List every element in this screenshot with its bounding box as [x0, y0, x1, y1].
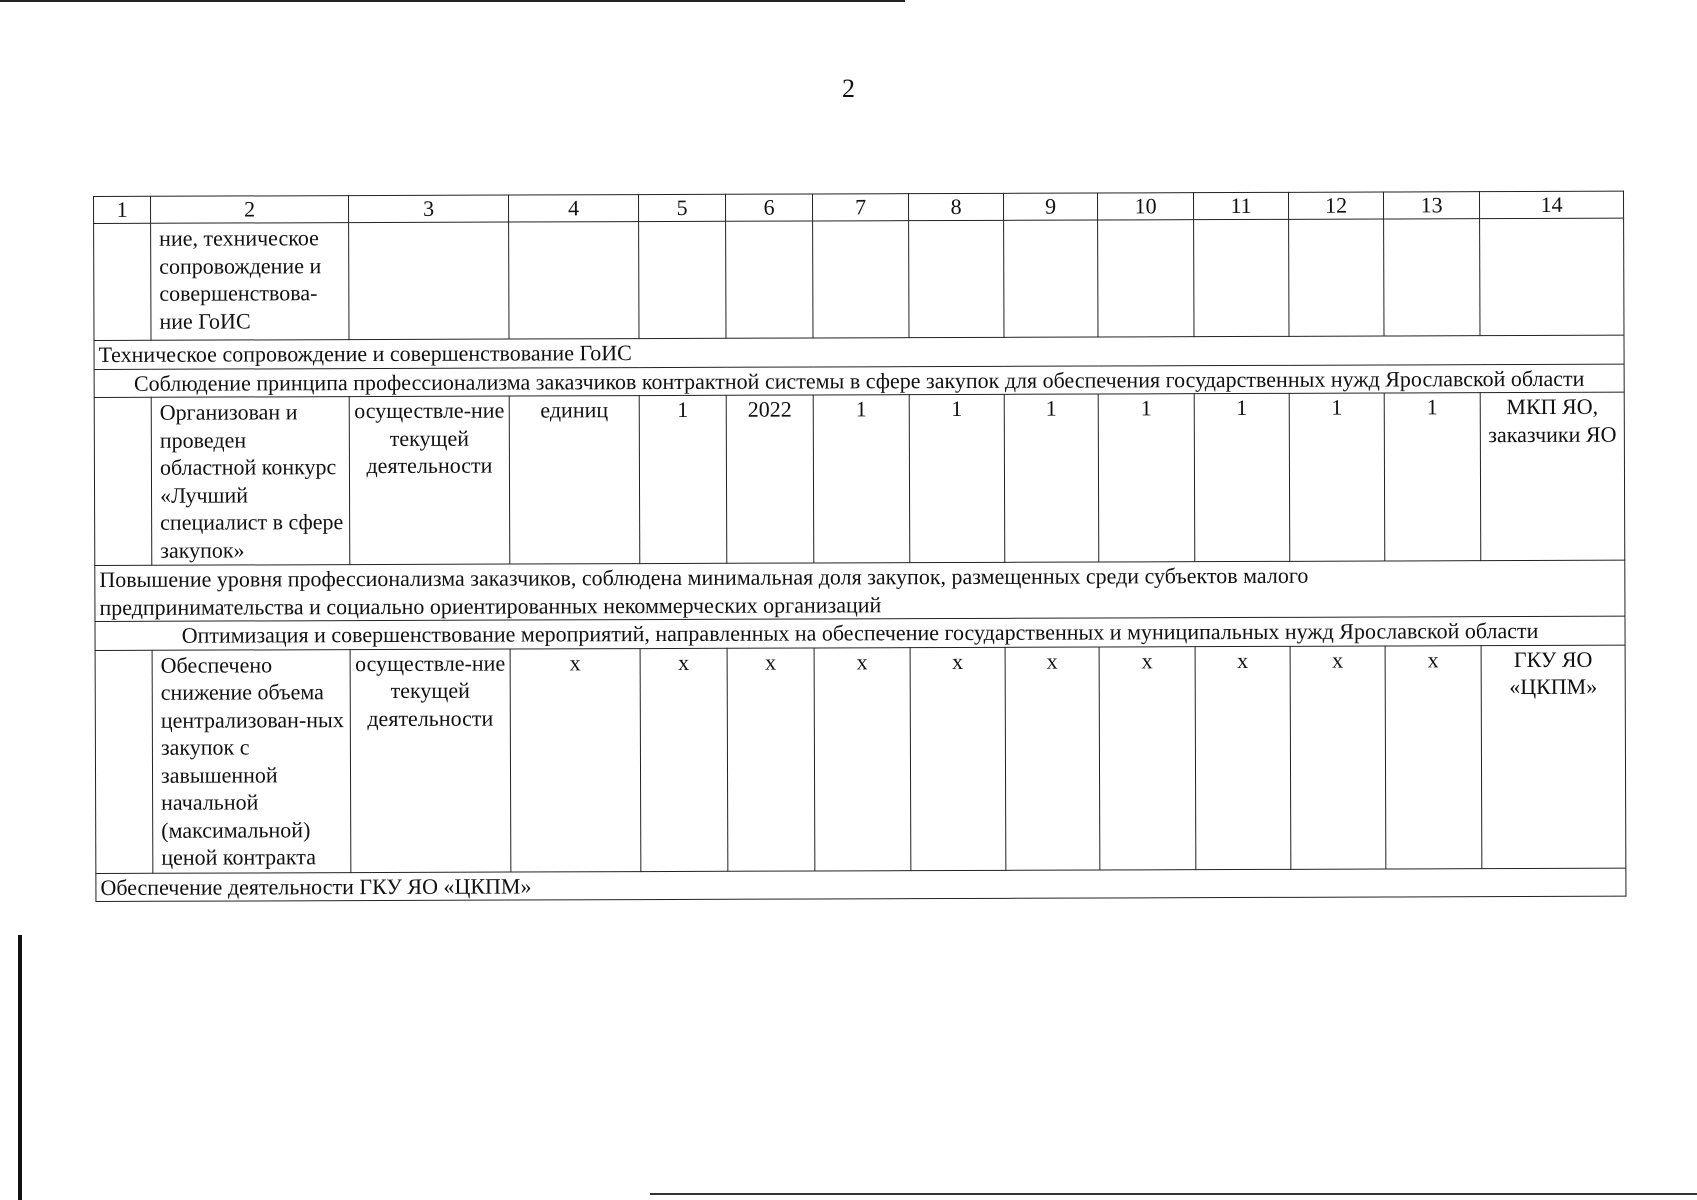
- col-header-13: 13: [1383, 192, 1479, 219]
- value-cell-9: x: [1005, 646, 1100, 869]
- table-row: [94, 218, 1624, 340]
- empty-cell: [1194, 219, 1289, 336]
- value-cell-11: 1: [1194, 393, 1290, 561]
- value-cell-12: x: [1290, 645, 1386, 868]
- value-cell-6: 2022: [726, 395, 814, 563]
- task-text: Соблюдение принципа профессионализма заказчиков контрактной системы в сфере закупок для обеспечения государственных нужд Ярославской области: [94, 364, 1624, 398]
- value-cell-12: 1: [1289, 393, 1385, 561]
- row-number-cell: [95, 650, 153, 873]
- result-text: Повышение уровня профессионализма заказчиков, соблюдена минимальная доля закупок, размещенных среди субъектов малого предпринимательства и социально ориентированных некоммерческих организаций: [95, 560, 1625, 621]
- col-header-3: 3: [349, 195, 509, 223]
- task-row: [95, 616, 1625, 650]
- task-text: Оптимизация и совершенствование мероприятий, направленных на обеспечение государственных и муниципальных нужд Ярославской области: [95, 616, 1625, 650]
- empty-cell: [1098, 220, 1194, 337]
- empty-cell: [1289, 219, 1384, 336]
- measure-name-cell: Организован и проведен областной конкурс «Лучший специалист в сфере закупок»: [151, 397, 350, 566]
- empty-cell: [349, 222, 509, 340]
- col-header-7: 7: [812, 194, 908, 221]
- result-row: [96, 868, 1626, 902]
- col-header-11: 11: [1193, 192, 1288, 219]
- col-header-1: 1: [94, 196, 151, 223]
- executor-cell: ГКУ ЯО «ЦКПМ»: [1481, 645, 1626, 869]
- table-row: [94, 392, 1625, 565]
- col-header-12: 12: [1288, 192, 1383, 219]
- value-cell-8: 1: [909, 394, 1005, 562]
- value-cell-7: x: [814, 647, 911, 870]
- col-header-9: 9: [1003, 193, 1097, 220]
- measure-name-cell: ние, техническое сопровождение и совершенствова-ние ГоИС: [151, 223, 349, 341]
- col-header-5: 5: [638, 194, 725, 221]
- page-number: 2: [842, 74, 855, 103]
- measure-name-cell: Обеспечено снижение объема централизован-ных закупок с завышенной начальной (максимальной) ценой контракта: [152, 649, 351, 873]
- value-cell-10: 1: [1098, 394, 1195, 562]
- col-header-6: 6: [725, 194, 812, 221]
- empty-cell: [1480, 218, 1624, 336]
- value-cell-7: 1: [813, 395, 910, 563]
- empty-cell: [813, 221, 909, 338]
- table-row: [95, 645, 1626, 873]
- task-row: [94, 364, 1624, 398]
- executor-cell: МКП ЯО, заказчики ЯО: [1480, 392, 1625, 561]
- col-header-14: 14: [1479, 191, 1623, 219]
- value-cell-8: x: [910, 647, 1006, 870]
- empty-cell: [509, 222, 639, 339]
- result-row: [95, 560, 1625, 621]
- value-cell-9: 1: [1004, 394, 1099, 562]
- measures-table: [93, 191, 1626, 902]
- value-cell-5: 1: [639, 395, 727, 563]
- value-cell-11: x: [1195, 646, 1291, 869]
- col-header-10: 10: [1097, 193, 1193, 220]
- funding-source-cell: осуществле-ние текущей деятельности: [349, 396, 510, 565]
- col-header-4: 4: [508, 195, 638, 222]
- scan-edge-top: [0, 0, 905, 2]
- value-cell-13: 1: [1384, 393, 1481, 561]
- result-text: Техническое сопровождение и совершенствование ГоИС: [94, 335, 1624, 369]
- unit-cell: единиц: [509, 396, 640, 564]
- unit-cell: x: [510, 648, 641, 871]
- col-header-8: 8: [908, 193, 1003, 220]
- empty-cell: [1384, 219, 1480, 336]
- value-cell-10: x: [1099, 646, 1196, 869]
- funding-source-cell: осуществле-ние текущей деятельности: [350, 649, 511, 873]
- row-number-cell: [94, 397, 152, 565]
- value-cell-5: x: [640, 648, 728, 871]
- empty-cell: [1004, 220, 1098, 337]
- scan-edge-bottom: [650, 1193, 1697, 1195]
- value-cell-6: x: [727, 647, 815, 870]
- value-cell-13: x: [1385, 645, 1482, 868]
- empty-cell: [639, 221, 726, 338]
- scan-edge-left: [18, 935, 22, 1200]
- empty-cell: [909, 220, 1004, 337]
- col-header-2: 2: [151, 196, 349, 224]
- result-text: Обеспечение деятельности ГКУ ЯО «ЦКПМ»: [96, 868, 1626, 902]
- empty-cell: [726, 221, 813, 338]
- row-number-cell: [94, 223, 151, 340]
